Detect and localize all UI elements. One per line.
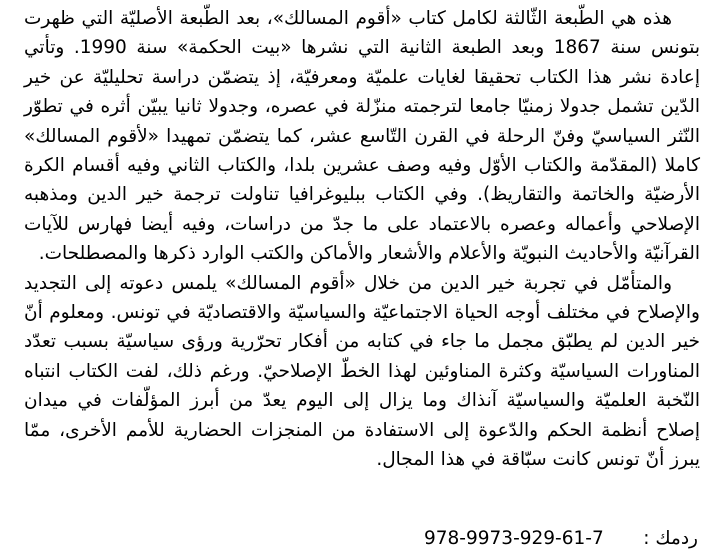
- paragraph-intro: هذه هي الطّبعة الثّالثة لكامل كتاب «أقوم المسالك»، بعد الطّبعة الأصليّة التي ظهرت بتونس سنة 1867 وبعد الطبعة الثانية التي نشرها «بيت الحكمة» سنة 1990. وتأتي إعادة نشر هذا الكتاب تحقيقا لغايات علميّة ومعرفيّة، إذ يتضمّن دراسة تحليليّة عن خير الدّين تشمل جدولا زمنيّا جامعا لترجمته منزّلة في عصره، وجدولا ثانيا يبيّن أثره في تطوّر النّثر السياسيّ وفنّ الرحلة في القرن التّاسع عشر، كما يتضمّن تمهيدا «لأقوم المسالك» كاملا (المقدّمة والكتاب الأوّل وفيه وصف عشرين بلدا، والكتاب الثاني وفيه أقسام الكرة الأرضيّة والخاتمة والتقاريظ). وفي الكتاب ببليوغرافيا تناولت ترجمة خير الدين ومذهبه الإصلاحي وأعماله وعصره بالاعتماد على ما جدّ من دراسات، وفيه أيضا فهارس للآيات القرآنيّة والأحاديث النبويّة والأعلام والأشعار والأماكن والكتب الوارد ذكرها والمصطلحات.: [24, 8, 700, 265]
- paragraph-reflection: والمتأمّل في تجربة خير الدين من خلال «أقوم المسالك» يلمس دعوته إلى التجديد والإصلاح في مختلف أوجه الحياة الاجتماعيّة والسياسيّة والاقتصاديّة في تونس. ومعلوم أنّ خير الدين لم يطبّق مجمل ما جاء في كتابه من أفكار تحرّرية ورؤى سياسيّة بسبب تعدّد المناورات السياسيّة وكثرة المناوئين لهذا الخطّ الإصلاحيّ. ورغم ذلك، لفت الكتاب انتباه النّخبة العلميّة والسياسيّة آنذاك وما يزال إلى اليوم يعدّ من أبرز المؤلّفات في ميدان إصلاح أنظمة الحكم والدّعوة إلى الاستفادة من المنجزات الحضارية للأمم الأخرى، ممّا يبرز أنّ تونس كانت سبّاقة في هذا المجال.: [24, 272, 700, 471]
- document-body: [24, 4, 700, 475]
- isbn-label: ردمك :: [643, 528, 698, 549]
- isbn-number: 978-9973-929-61-7: [424, 528, 604, 549]
